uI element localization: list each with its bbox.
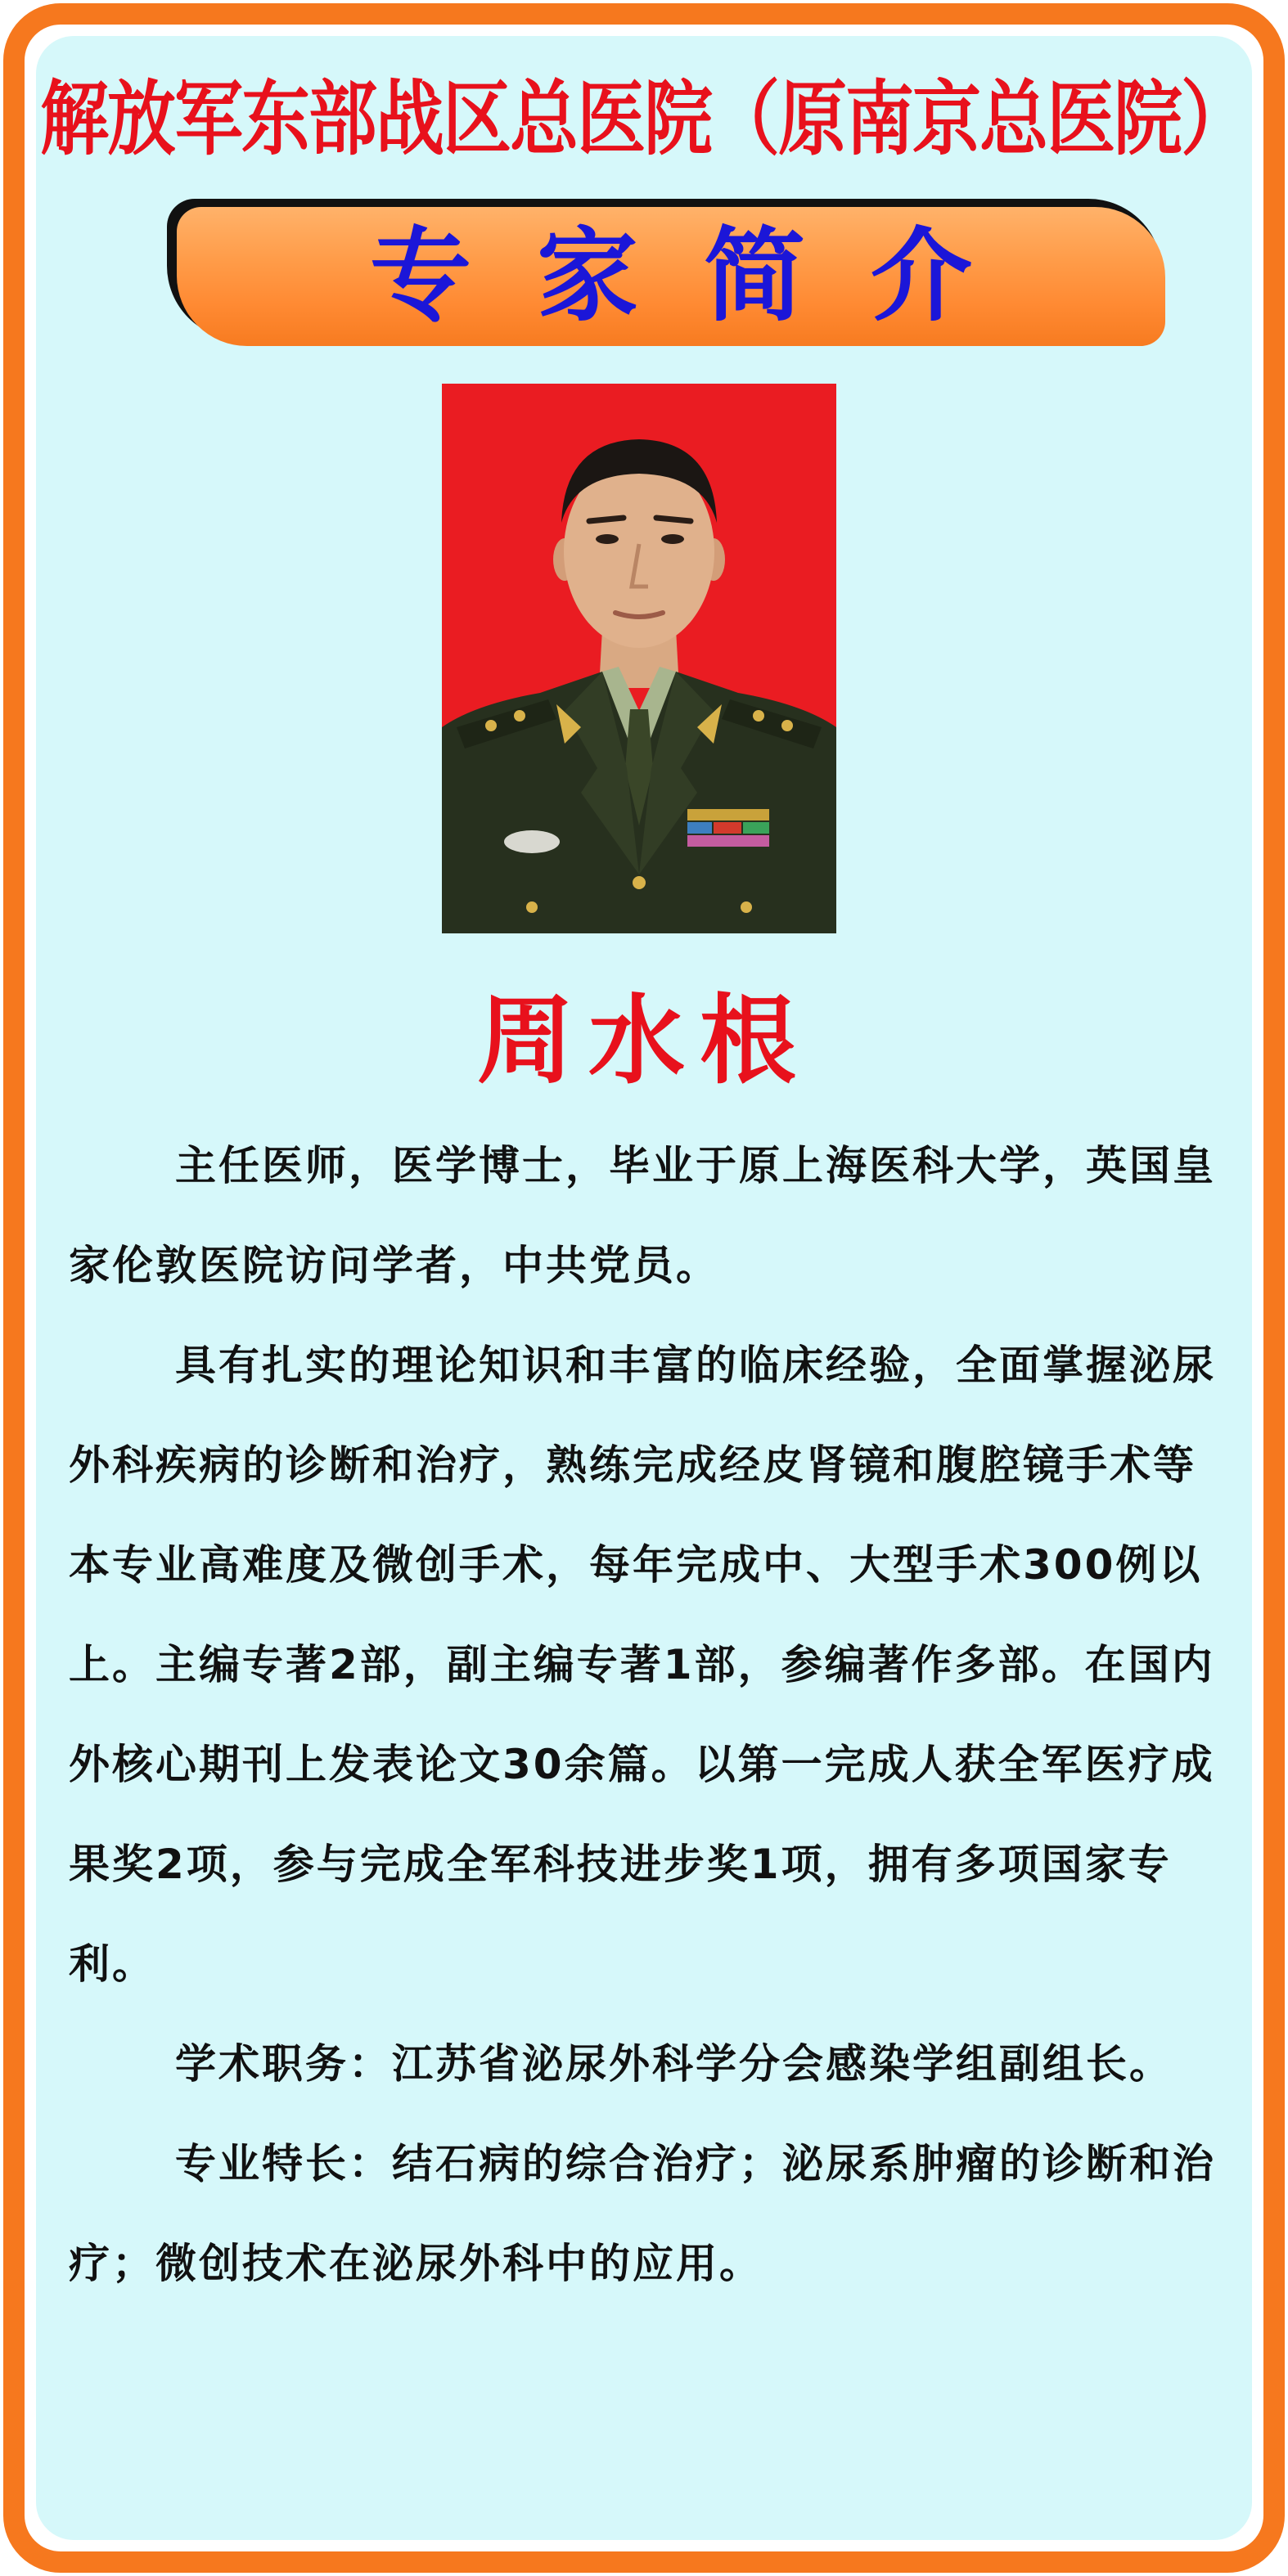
bio-paragraph-academic-position: 学术职务：江苏省泌尿外科学分会感染学组副组长。 (175, 2040, 1173, 2088)
doctor-name: 周水根 (476, 984, 811, 1097)
poster-panel (36, 36, 1252, 2540)
bio-paragraph: 主任医师，医学博士，毕业于原上海医科大学，英国皇家伦敦医院访问学者，中共党员。 (69, 1142, 1216, 1289)
banner-label: 专家简介 (369, 218, 1038, 335)
doctor-bio (69, 1116, 1231, 2313)
bio-paragraph-specialty: 专业特长：结石病的综合治疗；泌尿系肿瘤的诊断和治疗；微创技术在泌尿外科中的应用。 (69, 2140, 1216, 2287)
doctor-photo (442, 384, 836, 933)
hospital-title: 解放军东部战区总医院（原南京总医院） (39, 71, 1248, 166)
bio-paragraph: 具有扎实的理论知识和丰富的临床经验，全面掌握泌尿外科疾病的诊断和治疗，熟练完成经皮肾镜和腹腔镜手术等本专业高难度及微创手术，每年完成中、大型手术300例以上。主编专著2部，副主编专著1部，参编著作多部。在国内外核心期刊上发表论文30余篇。以第一完成人获全军医疗成果奖2项，参与完成全军科技进步奖1项，拥有多项国家专利。 (69, 1342, 1216, 1988)
doctor-portrait-icon (442, 384, 836, 933)
